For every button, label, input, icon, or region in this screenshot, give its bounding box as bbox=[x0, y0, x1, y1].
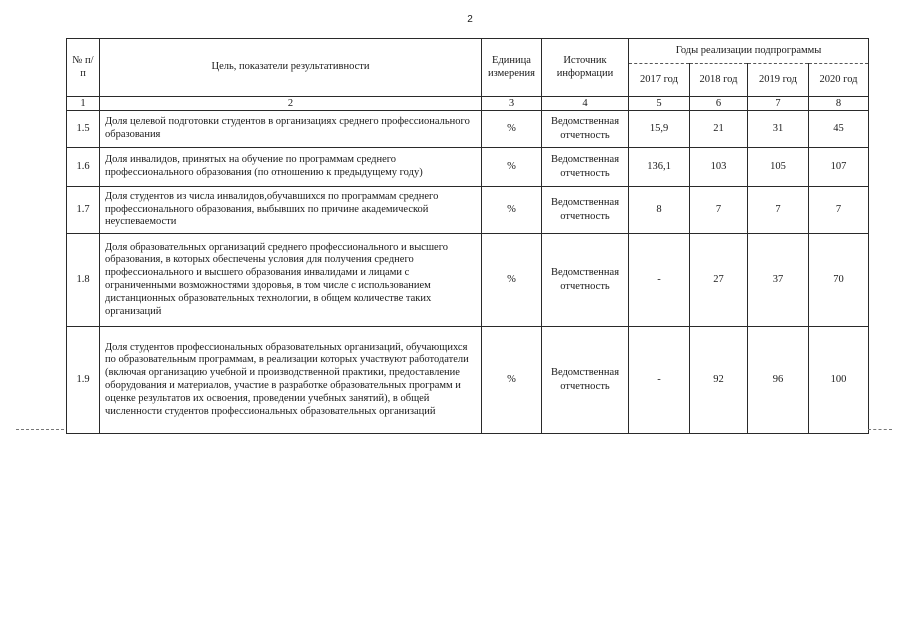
column-number: 7 bbox=[748, 97, 809, 111]
scan-rule-left bbox=[16, 429, 64, 430]
row-value: 21 bbox=[690, 111, 748, 148]
column-number-row bbox=[67, 97, 869, 111]
header-year: 2018 год bbox=[690, 64, 748, 97]
header-year: 2017 год bbox=[629, 64, 690, 97]
row-value: 37 bbox=[748, 234, 809, 327]
header-year: 2020 год bbox=[809, 64, 869, 97]
header-source: Источник информации bbox=[542, 39, 629, 97]
row-value: 27 bbox=[690, 234, 748, 327]
page-number: 2 bbox=[467, 14, 473, 25]
indicators-table bbox=[66, 38, 869, 434]
row-goal: Доля студентов профессиональных образовательных организаций, обучающихся по образовательным программам, в реализации которых участвуют работодатели (включая организацию учебной и производственной практики, предоставление оборудования и материалов, участие в разработке образовательных программ и оценке результатов их освоения, проведении учебных занятий), в общей численности студентов профессиональных образовательных организаций bbox=[100, 327, 482, 434]
row-num: 1.6 bbox=[67, 148, 100, 187]
column-number: 3 bbox=[482, 97, 542, 111]
row-unit: % bbox=[482, 111, 542, 148]
row-goal: Доля образовательных организаций среднего профессионального и высшего образования, в которых обеспечены условия для получения среднего профессионального и высшего образования инвалидами и лицами с ограниченными возможностями здоровья, в том числе с использованием дистанционных образовательных технологии, в общем количестве таких организаций bbox=[100, 234, 482, 327]
table-row bbox=[67, 148, 869, 187]
row-value: 31 bbox=[748, 111, 809, 148]
row-value: 107 bbox=[809, 148, 869, 187]
row-unit: % bbox=[482, 148, 542, 187]
row-value: 7 bbox=[809, 187, 869, 234]
table-row bbox=[67, 234, 869, 327]
table-row bbox=[67, 187, 869, 234]
row-source: Ведомственная отчетность bbox=[542, 148, 629, 187]
scan-rule-right bbox=[868, 429, 892, 430]
row-num: 1.8 bbox=[67, 234, 100, 327]
row-source: Ведомственная отчетность bbox=[542, 234, 629, 327]
row-num: 1.9 bbox=[67, 327, 100, 434]
table-row bbox=[67, 111, 869, 148]
row-value: 100 bbox=[809, 327, 869, 434]
row-source: Ведомственная отчетность bbox=[542, 327, 629, 434]
column-number: 4 bbox=[542, 97, 629, 111]
header-year: 2019 год bbox=[748, 64, 809, 97]
row-value: 8 bbox=[629, 187, 690, 234]
row-value: - bbox=[629, 234, 690, 327]
table-row bbox=[67, 327, 869, 434]
row-unit: % bbox=[482, 327, 542, 434]
row-value: 136,1 bbox=[629, 148, 690, 187]
row-value: 92 bbox=[690, 327, 748, 434]
column-number: 5 bbox=[629, 97, 690, 111]
row-value: 96 bbox=[748, 327, 809, 434]
row-value: 103 bbox=[690, 148, 748, 187]
row-unit: % bbox=[482, 234, 542, 327]
row-num: 1.5 bbox=[67, 111, 100, 148]
row-goal: Доля инвалидов, принятых на обучение по программам среднего профессионального образования (по отношению к предыдущему году) bbox=[100, 148, 482, 187]
row-value: 15,9 bbox=[629, 111, 690, 148]
column-number: 6 bbox=[690, 97, 748, 111]
row-value: - bbox=[629, 327, 690, 434]
column-number: 1 bbox=[67, 97, 100, 111]
column-number: 2 bbox=[100, 97, 482, 111]
row-value: 45 bbox=[809, 111, 869, 148]
row-source: Ведомственная отчетность bbox=[542, 111, 629, 148]
header-unit: Единица измерения bbox=[482, 39, 542, 97]
row-source: Ведомственная отчетность bbox=[542, 187, 629, 234]
row-goal: Доля студентов из числа инвалидов,обучавшихся по программам среднего профессионального образования, выбывших по причине академической неуспеваемости bbox=[100, 187, 482, 234]
header-num: № п/п bbox=[67, 39, 100, 97]
row-num: 1.7 bbox=[67, 187, 100, 234]
row-unit: % bbox=[482, 187, 542, 234]
row-value: 105 bbox=[748, 148, 809, 187]
row-goal: Доля целевой подготовки студентов в организациях среднего профессионального образования bbox=[100, 111, 482, 148]
row-value: 7 bbox=[690, 187, 748, 234]
row-value: 70 bbox=[809, 234, 869, 327]
header-years-group: Годы реализации подпрограммы bbox=[629, 39, 869, 64]
row-value: 7 bbox=[748, 187, 809, 234]
column-number: 8 bbox=[809, 97, 869, 111]
header-goal: Цель, показатели результативности bbox=[100, 39, 482, 97]
header-row-top bbox=[67, 39, 869, 64]
